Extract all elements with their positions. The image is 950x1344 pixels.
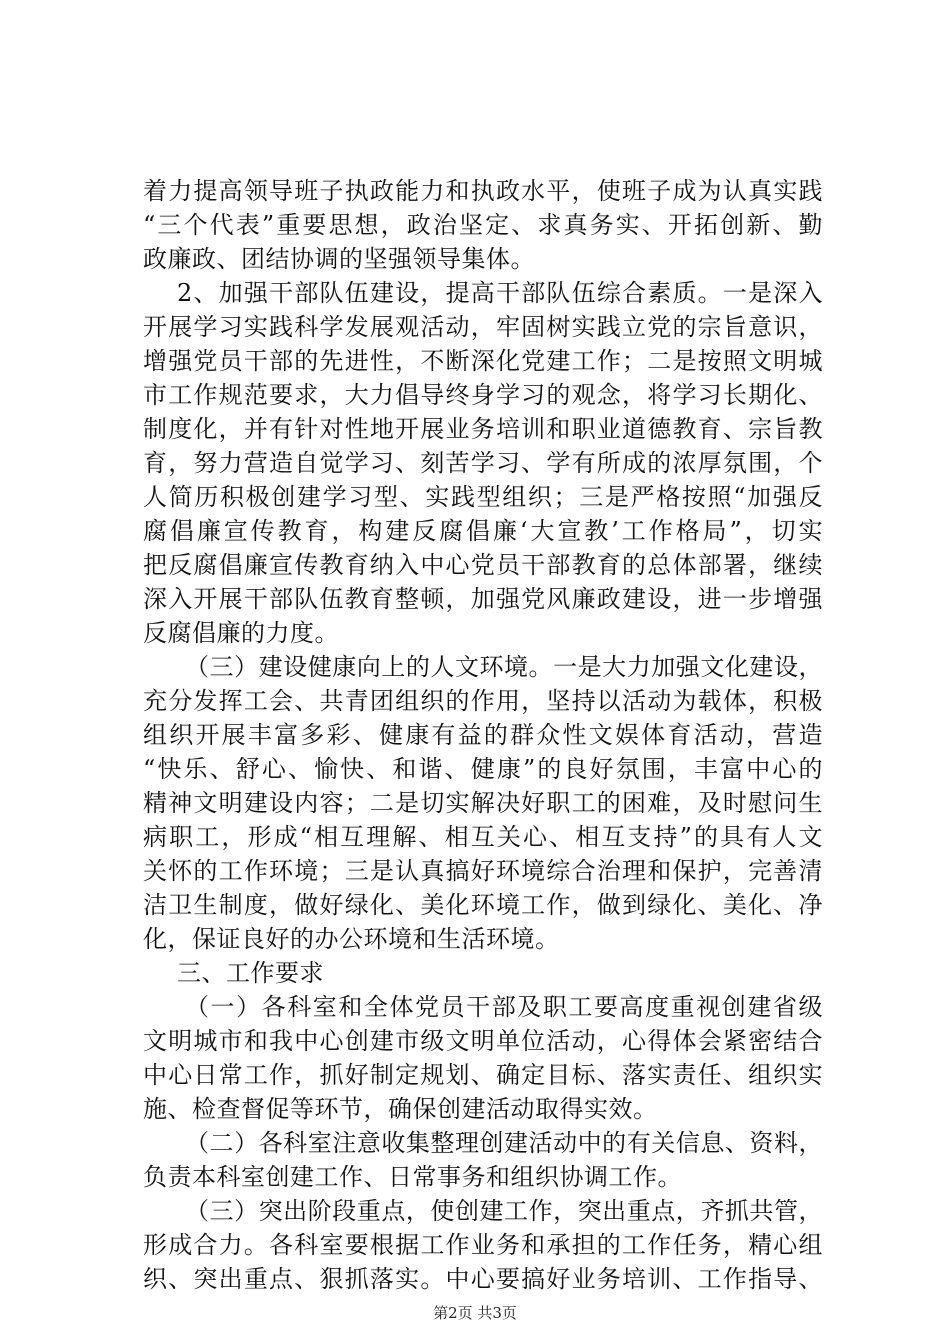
- document-body: [143, 174, 823, 1296]
- text-line: “三个代表”重要思想，政治坚定、求真务实、开拓创新、勤: [143, 211, 823, 239]
- text-line: 育，努力营造自觉学习、刻苦学习、学有所成的浓厚氛围，个: [143, 449, 823, 477]
- text-line: “快乐、舒心、愉快、和谐、健康”的良好氛围，丰富中心的: [143, 755, 823, 783]
- text-line: 洁卫生制度，做好绿化、美化环境工作，做到绿化、美化、净: [143, 891, 823, 919]
- text-line: 施、检查督促等环节，确保创建活动取得实效。: [143, 1095, 658, 1123]
- text-line: 2、加强干部队伍建设，提高干部队伍综合素质。一是深入: [177, 279, 823, 307]
- text-line: （一）各科室和全体党员干部及职工要高度重视创建省级: [185, 993, 823, 1021]
- text-line: 负责本科室创建工作、日常事务和组织协调工作。: [143, 1163, 682, 1191]
- text-line: 人简历积极创建学习型、实践型组织；三是严格按照“加强反: [143, 483, 823, 511]
- text-line: 化，保证良好的办公环境和生活环境。: [143, 925, 560, 953]
- text-line: 关怀的工作环境；三是认真搞好环境综合治理和保护，完善清: [143, 857, 823, 885]
- text-line: 制度化，并有针对性地开展业务培训和职业道德教育、宗旨教: [143, 415, 823, 443]
- text-line: 中心日常工作，抓好制定规划、确定目标、落实责任、组织实: [143, 1061, 823, 1089]
- text-line: 政廉政、团结协调的坚强领导集体。: [143, 245, 535, 273]
- text-line: 病职工，形成“相互理解、相互关心、相互支持”的具有人文: [143, 823, 823, 851]
- text-line: 组织开展丰富多彩、健康有益的群众性文娱体育活动，营造: [143, 721, 823, 749]
- text-line: 形成合力。各科室要根据工作业务和承担的工作任务，精心组: [143, 1231, 823, 1259]
- text-line: 充分发挥工会、共青团组织的作用，坚持以活动为载体，积极: [143, 687, 823, 715]
- text-line: 把反腐倡廉宣传教育纳入中心党员干部教育的总体部署，继续: [143, 551, 823, 579]
- text-line: 市工作规范要求，大力倡导终身学习的观念，将学习长期化、: [143, 381, 823, 409]
- text-line: 开展学习实践科学发展观活动，牢固树实践立党的宗旨意识，: [143, 313, 823, 341]
- text-line: （三）建设健康向上的人文环境。一是大力加强文化建设，: [185, 653, 823, 681]
- text-line: 深入开展干部队伍教育整顿，加强党风廉政建设，进一步增强: [143, 585, 823, 613]
- text-line: 着力提高领导班子执政能力和执政水平，使班子成为认真实践: [143, 177, 823, 205]
- page-footer: 第2页 共3页: [433, 1304, 517, 1322]
- section-heading: 三、工作要求: [177, 959, 324, 987]
- text-line: 增强党员干部的先进性，不断深化党建工作；二是按照文明城: [143, 347, 823, 375]
- text-line: 腐倡廉宣传教育，构建反腐倡廉‘大宣教’工作格局”，切实: [143, 517, 823, 545]
- text-line: 文明城市和我中心创建市级文明单位活动，心得体会紧密结合: [143, 1027, 823, 1055]
- text-line: 反腐倡廉的力度。: [143, 619, 339, 647]
- text-line: （二）各科室注意收集整理创建活动中的有关信息、资料，: [185, 1129, 823, 1157]
- text-line: 精神文明建设内容；二是切实解决好职工的困难，及时慰问生: [143, 789, 823, 817]
- text-line: （三）突出阶段重点，使创建工作，突出重点，齐抓共管，: [185, 1197, 823, 1225]
- text-line: 织、突出重点、狠抓落实。中心要搞好业务培训、工作指导、: [143, 1265, 823, 1293]
